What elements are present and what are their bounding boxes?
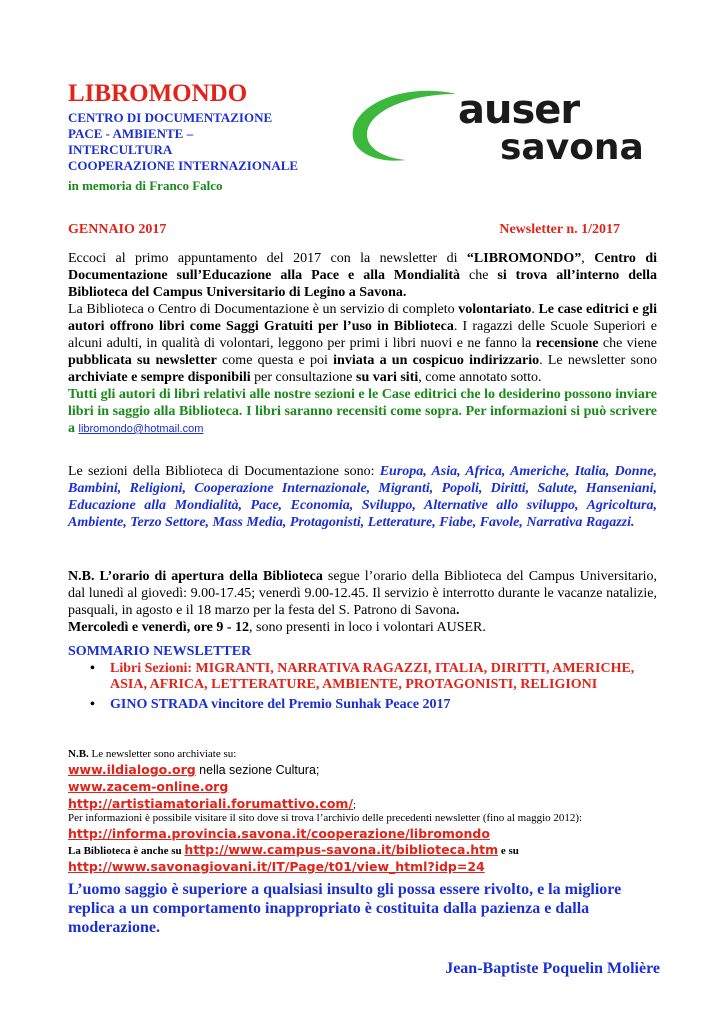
link-zacem[interactable]: www.zacem-online.org — [68, 779, 229, 794]
issue-date: GENNAIO 2017 — [68, 222, 167, 237]
subtitle-line-4: COOPERAZIONE INTERNAZIONALE — [68, 158, 299, 173]
intro-text-2: , — [581, 251, 595, 266]
orario-text-2: , sono presenti in loco i volontari AUSER. — [249, 620, 486, 635]
orario-paragraph — [68, 568, 657, 636]
archive-block — [68, 748, 657, 875]
authors-note: Tutti gli autori di libri relativi alle nostre sezioni e le Case editrici che lo desiderino possono inviare libri in saggio alla Biblioteca. I libri saranno recensiti come sopra. Per informazioni si può scrivere a — [68, 387, 657, 436]
sommario-list — [68, 661, 657, 713]
sections-lead: Le sezioni della Biblioteca di Documentazione sono: — [68, 464, 380, 479]
biblio-bold-5: inviata a un cospicuo indirizzario — [333, 353, 540, 368]
biblio-text-3: . I ragazzi delle Scuole Superiori e alcuni adulti, in qualità di volontari, leggono per primi i libri nuovi e ne fanno la — [68, 319, 658, 351]
quote-author: Jean-Baptiste Poquelin Molière — [445, 960, 660, 977]
intro-bold-1: “LIBROMONDO” — [466, 251, 582, 266]
link-campus[interactable]: http://www.campus-savona.it/biblioteca.htm — [184, 842, 499, 857]
link-savonagiovani[interactable]: http://www.savonagiovani.it/IT/Page/t01/view_html?idp=24 — [68, 859, 485, 874]
orario-bold-1: N.B. L’orario di apertura della Biblioteca — [68, 569, 323, 584]
biblio-bold-2: Le case editrici e gli autori offrono libri come Saggi Gratuiti per l’uso in Biblioteca — [68, 302, 657, 334]
intro-text-1: Eccoci al primo appuntamento del 2017 con la newsletter di — [68, 251, 467, 266]
biblio-bold-7: su vari siti — [356, 370, 419, 385]
page-title: LIBROMONDO — [68, 80, 248, 107]
also-mid: e su — [498, 845, 519, 857]
sommario-item-1: Libri Sezioni: MIGRANTI, NARRATIVA RAGAZZI, ITALIA, DIRITTI, AMERICHE, ASIA, AFRICA, LETTERATURE, AMBIENTE, PROTAGONISTI, RELIGIONI — [110, 661, 635, 692]
logo-text-auser: auser — [458, 87, 580, 133]
biblio-text-2: . — [531, 302, 539, 317]
archive-nb: N.B. — [68, 748, 89, 760]
bullet-icon: • — [90, 661, 95, 676]
sections-list: Europa, Asia, Africa, Americhe, Italia, Donne, Bambini, Religioni, Cooperazione Internazionale, Migranti, Popoli, Diritti, Salute, Hanseniani, Educazione alla Mondialità, Pace, Economia, Sviluppo, Alternative allo sviluppo, Agricoltura, Ambiente, Terzo Settore, Mass Media, Protagonisti, Letterature, Fiabe, Favole, Narrativa Ragazzi. — [68, 464, 657, 530]
subtitle-line-2: PACE - AMBIENTE – — [68, 126, 194, 141]
also-lead: La Biblioteca è anche su — [68, 845, 185, 857]
email-link[interactable]: libromondo@hotmail.com — [78, 423, 204, 435]
subtitle-line-3: INTERCULTURA — [68, 142, 173, 157]
memoria-line: in memoria di Franco Falco — [68, 178, 223, 193]
sommario-item-2: GINO STRADA vincitore del Premio Sunhak Peace 2017 — [110, 697, 451, 712]
link1-after: nella sezione Cultura; — [195, 763, 320, 777]
link3-after: ; — [353, 799, 357, 811]
archive-info: Per informazioni è possibile visitare il sito dove si trova l’archivio delle precedenti newsletter (fino al maggio 2012): — [68, 812, 583, 824]
sommario-title: SOMMARIO NEWSLETTER — [68, 644, 252, 659]
biblio-text-5: come questa e poi — [216, 353, 334, 368]
biblio-bold-1: volontariato — [458, 302, 532, 317]
list-item — [68, 661, 657, 693]
intro-paragraph — [68, 250, 657, 438]
link-provincia[interactable]: http://informa.provincia.savona.it/cooperazione/libromondo — [68, 826, 490, 841]
link-ildialogo[interactable]: www.ildialogo.org — [68, 762, 196, 777]
intro-text-3: che — [460, 268, 498, 283]
orario-bold-3: Mercoledì e venerdì, ore 9 - 12 — [68, 620, 250, 635]
intro-bold-2: Centro di Documentazione sull’Educazione alla Pace e alla Mondialità — [68, 251, 658, 283]
auser-savona-logo — [344, 84, 654, 180]
biblio-bold-6: archiviate e sempre disponibili — [68, 370, 251, 385]
issue-number: Newsletter n. 1/2017 — [499, 222, 620, 237]
dateline — [68, 222, 620, 238]
list-item — [68, 697, 657, 713]
biblio-text-1: La Biblioteca o Centro di Documentazione è un servizio di completo — [68, 302, 459, 317]
quote-text: L’uomo saggio è superiore a qualsiasi insulto gli possa essere rivolto, e la migliore replica a un comportamento inappropriato è costituita dalla pazienza e dalla moderazione. — [68, 881, 622, 936]
sections-paragraph — [68, 463, 657, 531]
logo-text-savona: savona — [500, 127, 644, 168]
biblio-text-6: . Le newsletter sono — [539, 353, 658, 368]
orario-text-1: segue l’orario della Biblioteca del Campus Universitario, dal lunedì al giovedì: 9.00-17.45; venerdì 9.00-12.45. Il servizio è interrotto durante le vacanze natalizie, pasquali, in agosto e il 18 marzo per la festa del S. Patrono di Savona — [68, 569, 657, 618]
intro-bold-3: si trova all’interno della Biblioteca del Campus Universitario di Legino a Savona. — [68, 268, 657, 300]
biblio-bold-4: pubblicata su newsletter — [68, 353, 217, 368]
biblio-bold-3: recensione — [535, 336, 599, 351]
swoosh-icon — [344, 84, 474, 180]
bullet-icon: • — [90, 697, 95, 712]
biblio-text-8: , come annotato sotto. — [418, 370, 542, 385]
subtitle-line-1: CENTRO DI DOCUMENTAZIONE — [68, 110, 273, 125]
biblio-text-4: che viene — [598, 336, 657, 351]
orario-bold-2: . — [456, 603, 460, 618]
archive-lead: Le newsletter sono archiviate su: — [88, 748, 237, 760]
link-artistiamatoriali[interactable]: http://artistiamatoriali.forumattivo.com/ — [68, 796, 354, 811]
biblio-text-7: per consultazione — [250, 370, 357, 385]
